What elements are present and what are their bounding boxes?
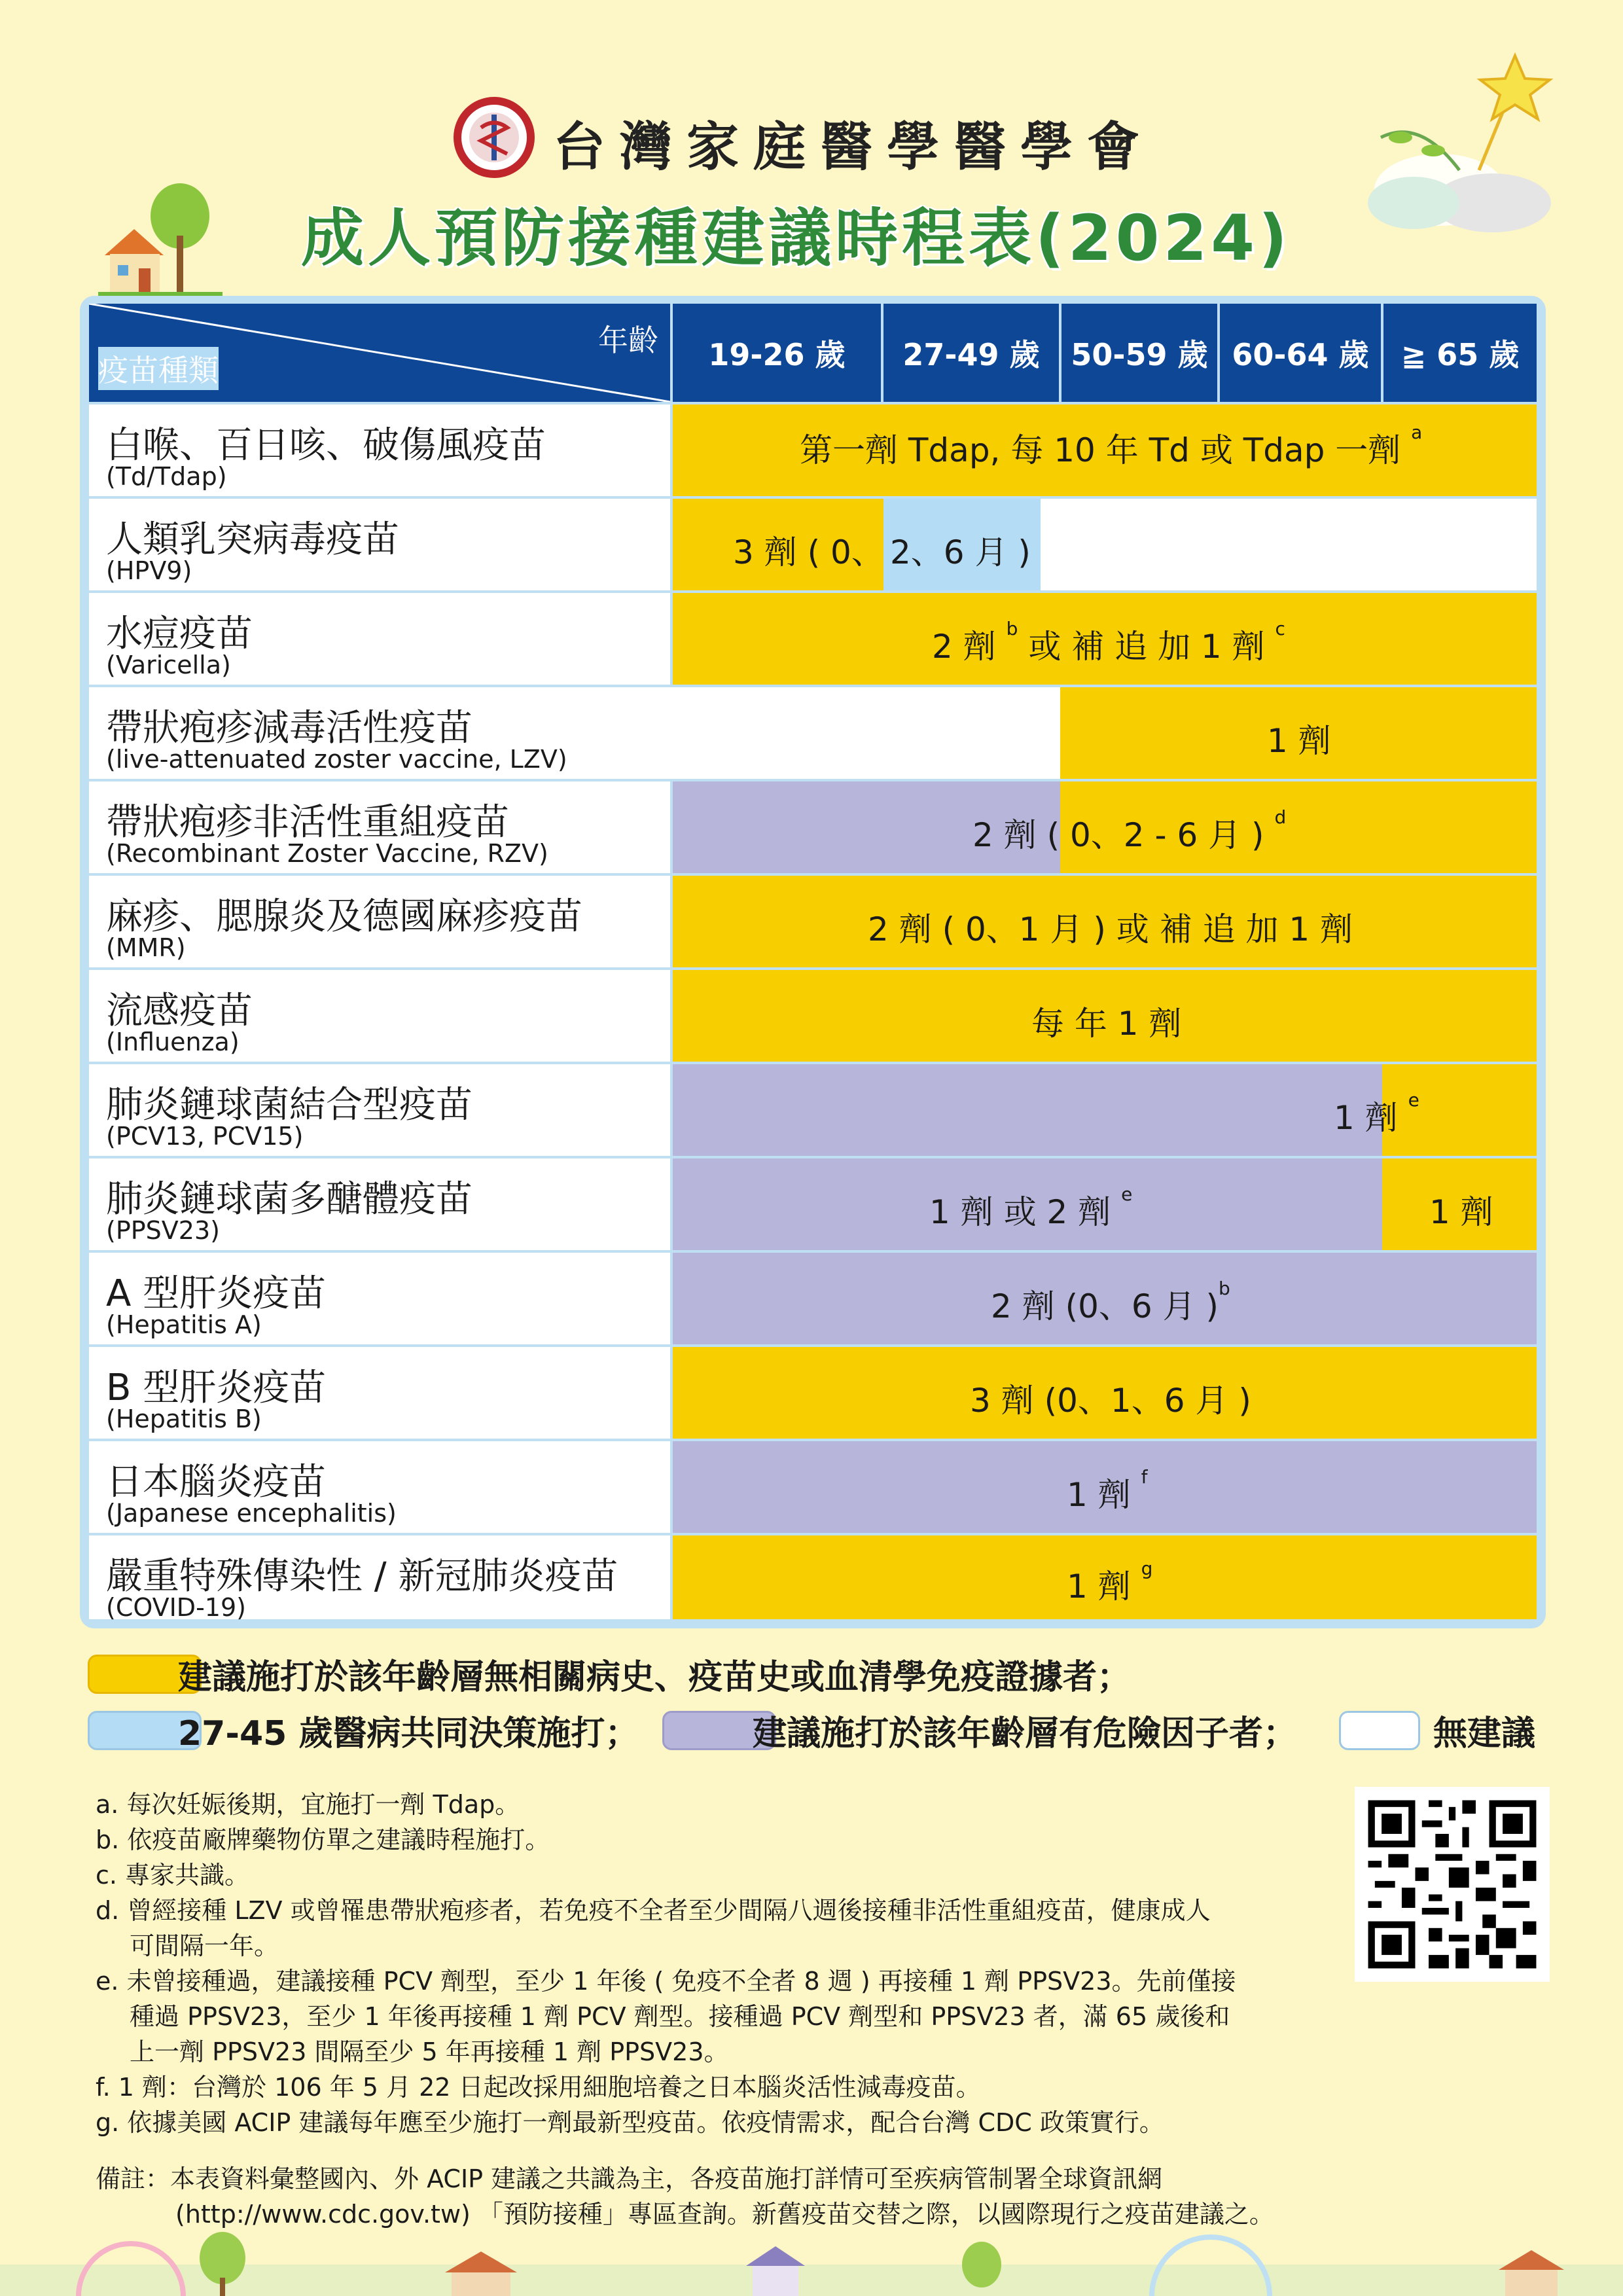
age-header-60-64: 60-64 歲 [1220, 304, 1381, 402]
vaccine-name-en: (Japanese encephalitis) [106, 1499, 397, 1528]
vaccine-row-hepatitis-a [89, 1253, 670, 1344]
vaccine-row-covid19 [89, 1535, 670, 1622]
footnote-d-cont: 可間隔一年。 [130, 1931, 279, 1960]
vaccine-name-en: (PCV13, PCV15) [106, 1122, 304, 1151]
vaccine-row-pcv [89, 1064, 670, 1156]
legend-white-text: 無建議 [1433, 1714, 1536, 1753]
hepatitis-a-label: 2 劑 (0、6 月 )$^b$ [991, 1278, 1230, 1325]
vaccine-name-en: (Recombinant Zoster Vaccine, RZV) [106, 839, 548, 868]
hpv-label-a: 3 劑 ( 0、 [733, 533, 884, 571]
age-header-65-plus: ≧ 65 歲 [1383, 304, 1537, 402]
footnote-e-cont2: 上一劑 PPSV23 間隔至少 5 年再接種 1 劑 PPSV23。 [130, 2037, 729, 2066]
cloud-star-illustration [1342, 39, 1577, 249]
hepatitis-b-label: 3 劑 (0、1、6 月 ) [970, 1382, 1251, 1420]
vaccine-name-en: (Influenza) [106, 1028, 240, 1056]
age-header-27-49: 27-49 歲 [883, 304, 1059, 402]
vaccine-row-lzv [89, 687, 670, 779]
footnote-c: c. 專家共識。 [96, 1861, 250, 1890]
tdap-label: 第一劑 Tdap, 每 10 年 Td 或 Tdap 一劑 $^a$ [800, 422, 1423, 469]
vaccine-name-zh: A 型肝炎疫苗 [106, 1272, 327, 1315]
japanese-encephalitis-label: 1 劑 $^f$ [1067, 1466, 1148, 1514]
vaccine-name-en: (live-attenuated zoster vaccine, LZV) [106, 745, 567, 774]
legend-blue-text: 27-45 歲醫病共同決策施打； [178, 1714, 639, 1753]
remark: 備註：本表資料彙整國內、外 ACIP 建議之共識為主，各疫苗施打詳情可至疾病管制署全球資訊網 [96, 2164, 1163, 2193]
footnote-a: a. 每次妊娠後期，宜施打一劑 Tdap。 [96, 1790, 520, 1819]
footnote-e-cont1: 種過 PPSV23，至少 1 年後再接種 1 劑 PCV 劑型。接種過 PCV 劑型和 PPSV23 者，滿 65 歲後和 [130, 2002, 1230, 2031]
legend-purple-text: 建議施打於該年齡層有危險因子者； [753, 1714, 1298, 1753]
legend-yellow-text: 建議施打於該年齡層無相關病史、疫苗史或血清學免疫證據者； [178, 1658, 1132, 1697]
influenza-label: 每 年 1 劑 [1031, 1005, 1182, 1043]
vaccine-name-en: (MMR) [106, 933, 186, 962]
corner-vaccine-label: 疫苗種類 [98, 347, 219, 390]
vaccine-row-hpv [89, 499, 670, 590]
vaccine-row-hepatitis-b [89, 1347, 670, 1439]
pcv-cell-purple [673, 1064, 1382, 1156]
age-header-50-59: 50-59 歲 [1061, 304, 1217, 402]
ppsv23-label: 1 劑 或 2 劑 $^e$ [929, 1183, 1133, 1231]
footnote-b: b. 依疫苗廠牌藥物仿單之建議時程施打。 [96, 1825, 550, 1854]
vaccine-name-zh: 帶狀疱疹非活性重組疫苗 [106, 801, 509, 844]
footnote-d: d. 曾經接種 LZV 或曾罹患帶狀疱疹者，若免疫不全者至少間隔八週後接種非活性重組疫苗，健康成人 [96, 1896, 1211, 1925]
rzv-label: 2 劑 ( 0、2 - 6 月 ) $^d$ [972, 806, 1287, 854]
vaccine-name-zh: 嚴重特殊傳染性 / 新冠肺炎疫苗 [106, 1555, 618, 1598]
vaccine-name-zh: 肺炎鏈球菌結合型疫苗 [106, 1084, 473, 1126]
footnote-f: f. 1 劑：台灣於 106 年 5 月 22 日起改採用細胞培養之日本腦炎活性減毒疫苗。 [96, 2073, 981, 2102]
covid19-label: 1 劑 $^g$ [1067, 1558, 1153, 1605]
vaccine-name-zh: 人類乳突病毒疫苗 [106, 518, 399, 561]
vaccine-name-en: (Hepatitis A) [106, 1310, 262, 1339]
corner-age-label: 年齡 [598, 323, 658, 358]
vaccine-name-en: (PPSV23) [106, 1216, 220, 1245]
ppsv23-65-label: 1 劑 [1429, 1193, 1493, 1231]
footnote-e: e. 未曾接種過，建議接種 PCV 劑型，至少 1 年後 ( 免疫不全者 8 週 ) 再接種 1 劑 PPSV23。先前僅接 [96, 1967, 1236, 1996]
vaccine-name-zh: B 型肝炎疫苗 [106, 1367, 327, 1409]
vaccine-name-en: (COVID-19) [106, 1593, 246, 1622]
legend-swatch-white [1339, 1711, 1420, 1750]
remark-cont: (http://www.cdc.gov.tw) 「預防接種」專區查詢。新舊疫苗交替之際，以國際現行之疫苗建議之。 [175, 2200, 1274, 2229]
vaccine-row-rzv [89, 781, 670, 873]
schedule-table [89, 304, 1537, 1622]
footnote-g: g. 依據美國 ACIP 建議每年應至少施打一劑最新型疫苗。依疫情需求，配合台灣 CDC 政策實行。 [96, 2108, 1164, 2137]
vaccine-name-en: (HPV9) [106, 556, 192, 585]
vaccine-name-en: (Hepatitis B) [106, 1405, 262, 1433]
vaccine-name-zh: 日本腦炎疫苗 [106, 1461, 326, 1503]
vaccine-name-zh: 白喉、百日咳、破傷風疫苗 [106, 424, 546, 467]
age-header-19-26: 19-26 歲 [673, 304, 881, 402]
vaccine-row-ppsv23 [89, 1158, 670, 1250]
vaccine-row-influenza [89, 970, 670, 1062]
society-name: 台灣家庭醫學醫學會 [553, 117, 1154, 177]
hpv-label-b: 2、6 月 ) [890, 533, 1031, 571]
vaccine-name-zh: 肺炎鏈球菌多醣體疫苗 [106, 1178, 473, 1221]
society-logo [452, 95, 537, 180]
vaccine-name-en: (Varicella) [106, 651, 231, 679]
varicella-label: 2 劑 $^b$ 或 補 追 加 1 劑 $^c$ [932, 618, 1285, 666]
house-tree-illustration [98, 177, 223, 301]
lzv-label: 1 劑 [1267, 722, 1331, 760]
page-title: 成人預防接種建議時程表(2024) [301, 202, 1291, 275]
vaccine-row-varicella [89, 593, 670, 685]
vaccine-name-zh: 帶狀疱疹減毒活性疫苗 [106, 707, 473, 749]
vaccine-row-tdap [89, 404, 670, 496]
vaccine-name-en: (Td/Tdap) [106, 462, 227, 491]
vaccine-name-zh: 流感疫苗 [106, 990, 253, 1032]
hpv-cell-empty [1041, 499, 1537, 590]
mmr-label: 2 劑 ( 0、1 月 ) 或 補 追 加 1 劑 [868, 910, 1353, 948]
qr-code[interactable] [1355, 1787, 1550, 1982]
vaccine-row-mmr [89, 876, 670, 967]
town-strip-illustration [0, 2225, 1623, 2296]
table-corner-header [89, 304, 670, 402]
vaccine-row-japanese-encephalitis [89, 1441, 670, 1533]
pcv-label: 1 劑 $^e$ [1334, 1089, 1419, 1137]
lzv-cell-empty [665, 687, 1060, 779]
vaccine-name-zh: 水痘疫苗 [106, 613, 253, 655]
vaccine-name-zh: 麻疹、腮腺炎及德國麻疹疫苗 [106, 895, 582, 938]
